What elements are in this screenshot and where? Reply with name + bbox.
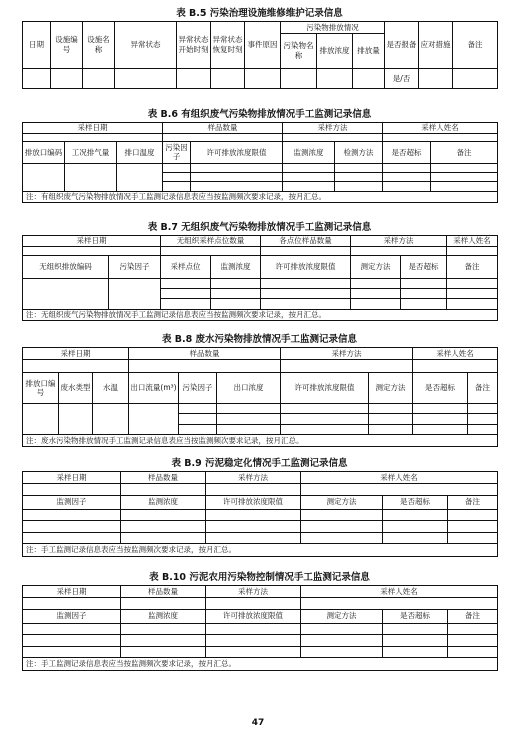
table-b9 [22, 471, 498, 557]
header-reported: 是否报备 [385, 22, 419, 69]
b8-header-permit-limit: 许可排放浓度限值 [281, 372, 369, 404]
b6-header-remark: 备注 [431, 142, 498, 163]
b10-sampling-date: 采样日期 [23, 586, 121, 598]
b8-sampling-method: 采样方法 [281, 348, 413, 360]
b9-header-remark: 备注 [448, 495, 498, 509]
b6-header-permit-limit: 许可排放浓度限值 [191, 142, 283, 163]
header-remark: 备注 [453, 22, 498, 69]
header-facility-id: 设施编号 [51, 22, 83, 69]
b9-header-exceed: 是否超标 [383, 495, 448, 509]
b7-header-sampling-point: 采样点位 [161, 256, 211, 279]
b7-note: 注：无组织废气污染物排放情况手工监测记录信息表应当按监测频次要求记录，按月汇总。 [23, 309, 498, 320]
table-b5-section [22, 8, 497, 89]
table-b7 [22, 235, 498, 321]
b6-header-pollution-factor: 污染因子 [163, 142, 191, 163]
table-b10-section [22, 572, 497, 671]
table-b10-title: 表 B.10 污泥农用污染物控制情况手工监测记录信息 [149, 572, 370, 583]
b10-header-exceed: 是否超标 [383, 609, 448, 623]
b7-sampler-name: 采样人姓名 [447, 236, 498, 247]
b7-header-permit-limit: 许可排放浓度限值 [261, 256, 351, 279]
b8-header-outlet-conc: 出口浓度 [217, 372, 281, 404]
header-abnormal-start: 异常状态开始时刻 [177, 22, 211, 69]
b7-sampling-date: 采样日期 [23, 236, 161, 247]
b8-sample-count: 样品数量 [129, 348, 281, 360]
b10-sample-count: 样品数量 [121, 586, 206, 598]
b6-header-exhaust-volume: 工况排气量 [65, 142, 117, 163]
b10-sampler-name: 采样人姓名 [301, 586, 498, 598]
b9-note: 注：手工监测记录信息表应当按监测频次要求记录，按月汇总。 [23, 544, 498, 557]
b9-sampling-method: 采样方法 [206, 472, 301, 484]
yes-no-cell: 是/否 [385, 68, 419, 88]
b6-note: 注：有组织废气污染物排放情况手工监测记录信息表应当按监测频次要求记录，按月汇总。 [23, 191, 498, 202]
b7-header-exceed: 是否超标 [401, 256, 447, 279]
b8-note: 注：废水污染物排放情况手工监测记录信息表应当按监测频次要求记录，按月汇总。 [23, 434, 498, 446]
b7-header-test-method: 测定方法 [351, 256, 401, 279]
b10-header-test-method: 测定方法 [301, 609, 383, 623]
b8-header-exceed: 是否超标 [413, 372, 468, 404]
b8-header-remark: 备注 [468, 372, 498, 404]
table-b7-title: 表 B.7 无组织废气污染物排放情况手工监测记录信息 [147, 222, 372, 233]
header-event-cause: 事件原因 [245, 22, 281, 69]
b10-header-monitor-conc: 监测浓度 [121, 609, 206, 623]
b10-sampling-method: 采样方法 [206, 586, 301, 598]
b7-header-code: 无组织排放编码 [23, 256, 109, 279]
table-b6-title: 表 B.6 有组织废气污染物排放情况手工监测记录信息 [147, 109, 372, 120]
b8-header-pollution-factor: 污染因子 [179, 372, 217, 404]
table-b8-title: 表 B.8 废水污染物排放情况手工监测记录信息 [161, 334, 358, 345]
table-b9-section [22, 458, 497, 557]
b6-sample-count: 样品数量 [163, 123, 283, 134]
b8-sampling-date: 采样日期 [23, 348, 129, 360]
b9-sampling-date: 采样日期 [23, 472, 121, 484]
b10-header-remark: 备注 [448, 609, 498, 623]
page-number: 47 [251, 718, 265, 728]
b10-header-permit-limit: 许可排放浓度限值 [206, 609, 301, 623]
b7-header-monitor-conc: 监测浓度 [211, 256, 261, 279]
b7-point-sample-count: 各点位样品数量 [261, 236, 351, 247]
header-facility-name: 设施名称 [83, 22, 115, 69]
b7-header-pollution-factor: 污染因子 [109, 256, 161, 279]
b6-sampling-date: 采样日期 [23, 123, 163, 134]
header-pollutant-name: 污染物名称 [281, 34, 317, 69]
header-countermeasure: 应对措施 [419, 22, 453, 69]
b6-header-exceed: 是否超标 [383, 142, 431, 163]
b6-sampling-method: 采样方法 [283, 123, 383, 134]
b6-header-monitor-conc: 监测浓度 [283, 142, 335, 163]
b10-header-factor: 监测因子 [23, 609, 121, 623]
b8-header-outlet-flow: 出口流量(m³) [129, 372, 179, 404]
header-abnormal-recover: 异常状态恢复时刻 [211, 22, 245, 69]
table-b5 [22, 21, 498, 89]
header-emission-conc: 排放浓度 [317, 34, 353, 69]
b9-sampler-name: 采样人姓名 [301, 472, 498, 484]
b9-header-test-method: 测定方法 [301, 495, 383, 509]
b6-header-test-method: 检测方法 [335, 142, 383, 163]
b6-sampler-name: 采样人姓名 [383, 123, 498, 134]
b8-sampler-name: 采样人姓名 [413, 348, 498, 360]
table-b8-section [22, 334, 497, 447]
b9-header-monitor-conc: 监测浓度 [121, 495, 206, 509]
b10-note: 注：手工监测记录信息表应当按监测频次要求记录，按月汇总。 [23, 658, 498, 671]
header-abnormal-state: 异常状态 [115, 22, 177, 69]
table-b5-title: 表 B.5 污染治理设施维修维护记录信息 [176, 8, 343, 19]
table-b6-section [22, 109, 497, 203]
table-b7-section [22, 222, 497, 321]
b6-header-outlet-temp: 排口温度 [117, 142, 163, 163]
header-date: 日期 [23, 22, 51, 69]
b8-header-water-type: 废水类型 [59, 372, 93, 404]
b8-header-water-temp: 水温 [93, 372, 129, 404]
b8-header-test-method: 测定方法 [369, 372, 413, 404]
b8-header-outlet-id: 排放口编号 [23, 372, 59, 404]
table-b8 [22, 347, 498, 447]
header-emission-amount: 排放量 [353, 34, 385, 69]
b9-header-factor: 监测因子 [23, 495, 121, 509]
table-b9-title: 表 B.9 污泥稳定化情况手工监测记录信息 [171, 458, 348, 469]
b7-header-remark: 备注 [447, 256, 498, 279]
b9-sample-count: 样品数量 [121, 472, 206, 484]
table-b6 [22, 122, 498, 203]
b7-sampling-method: 采样方法 [351, 236, 447, 247]
table-b10 [22, 585, 498, 671]
b6-header-outlet-code: 排放口编码 [23, 142, 65, 163]
b9-header-permit-limit: 许可排放浓度限值 [206, 495, 301, 509]
b7-point-count: 无组织采样点位数量 [161, 236, 261, 247]
header-emission-status: 污染物排放情况 [281, 22, 385, 34]
